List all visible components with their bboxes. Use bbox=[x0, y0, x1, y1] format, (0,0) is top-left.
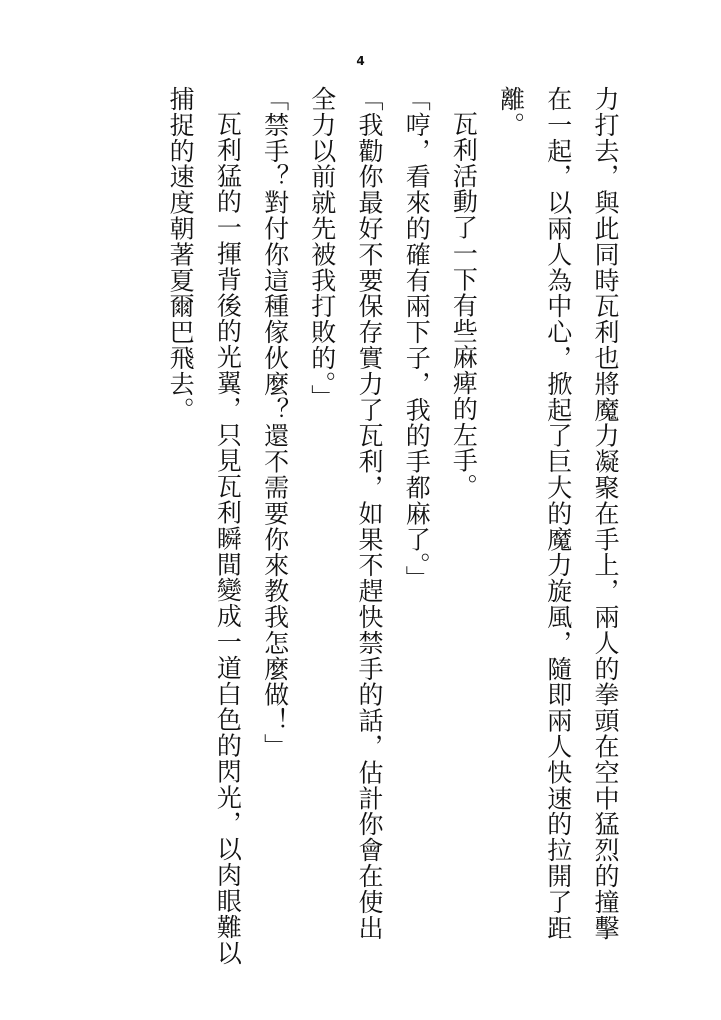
dialogue-paragraph: 「禁手？對付你這種傢伙麼？還不需要你來教我怎麼做！」 bbox=[260, 86, 290, 760]
paragraph: 瓦利猛的一揮背後的光翼，只見瓦利瞬間變成一道白色的閃光，以肉眼難以捕捉的速度朝著夏爾巴飛去。 bbox=[166, 86, 243, 966]
page-number: 4 bbox=[356, 54, 365, 68]
paragraph: 瓦利活動了一下有些麻痺的左手。 bbox=[449, 111, 479, 500]
body-text bbox=[157, 86, 629, 966]
dialogue-paragraph: 「我勸你最好不要保存實力了瓦利，如果不趕快禁手的話，估計你會在使出全力以前就先被我打敗的。」 bbox=[307, 86, 384, 941]
dialogue-paragraph: 「哼，看來的確有兩下子，我的手都麻了。」 bbox=[402, 86, 432, 592]
paragraph: 力打去，與此同時瓦利也將魔力凝聚在手上，兩人的拳頭在空中猛烈的撞擊在一起，以兩人為中心，掀起了巨大的魔力旋風，隨即兩人快速的拉開了距離。 bbox=[496, 86, 620, 941]
